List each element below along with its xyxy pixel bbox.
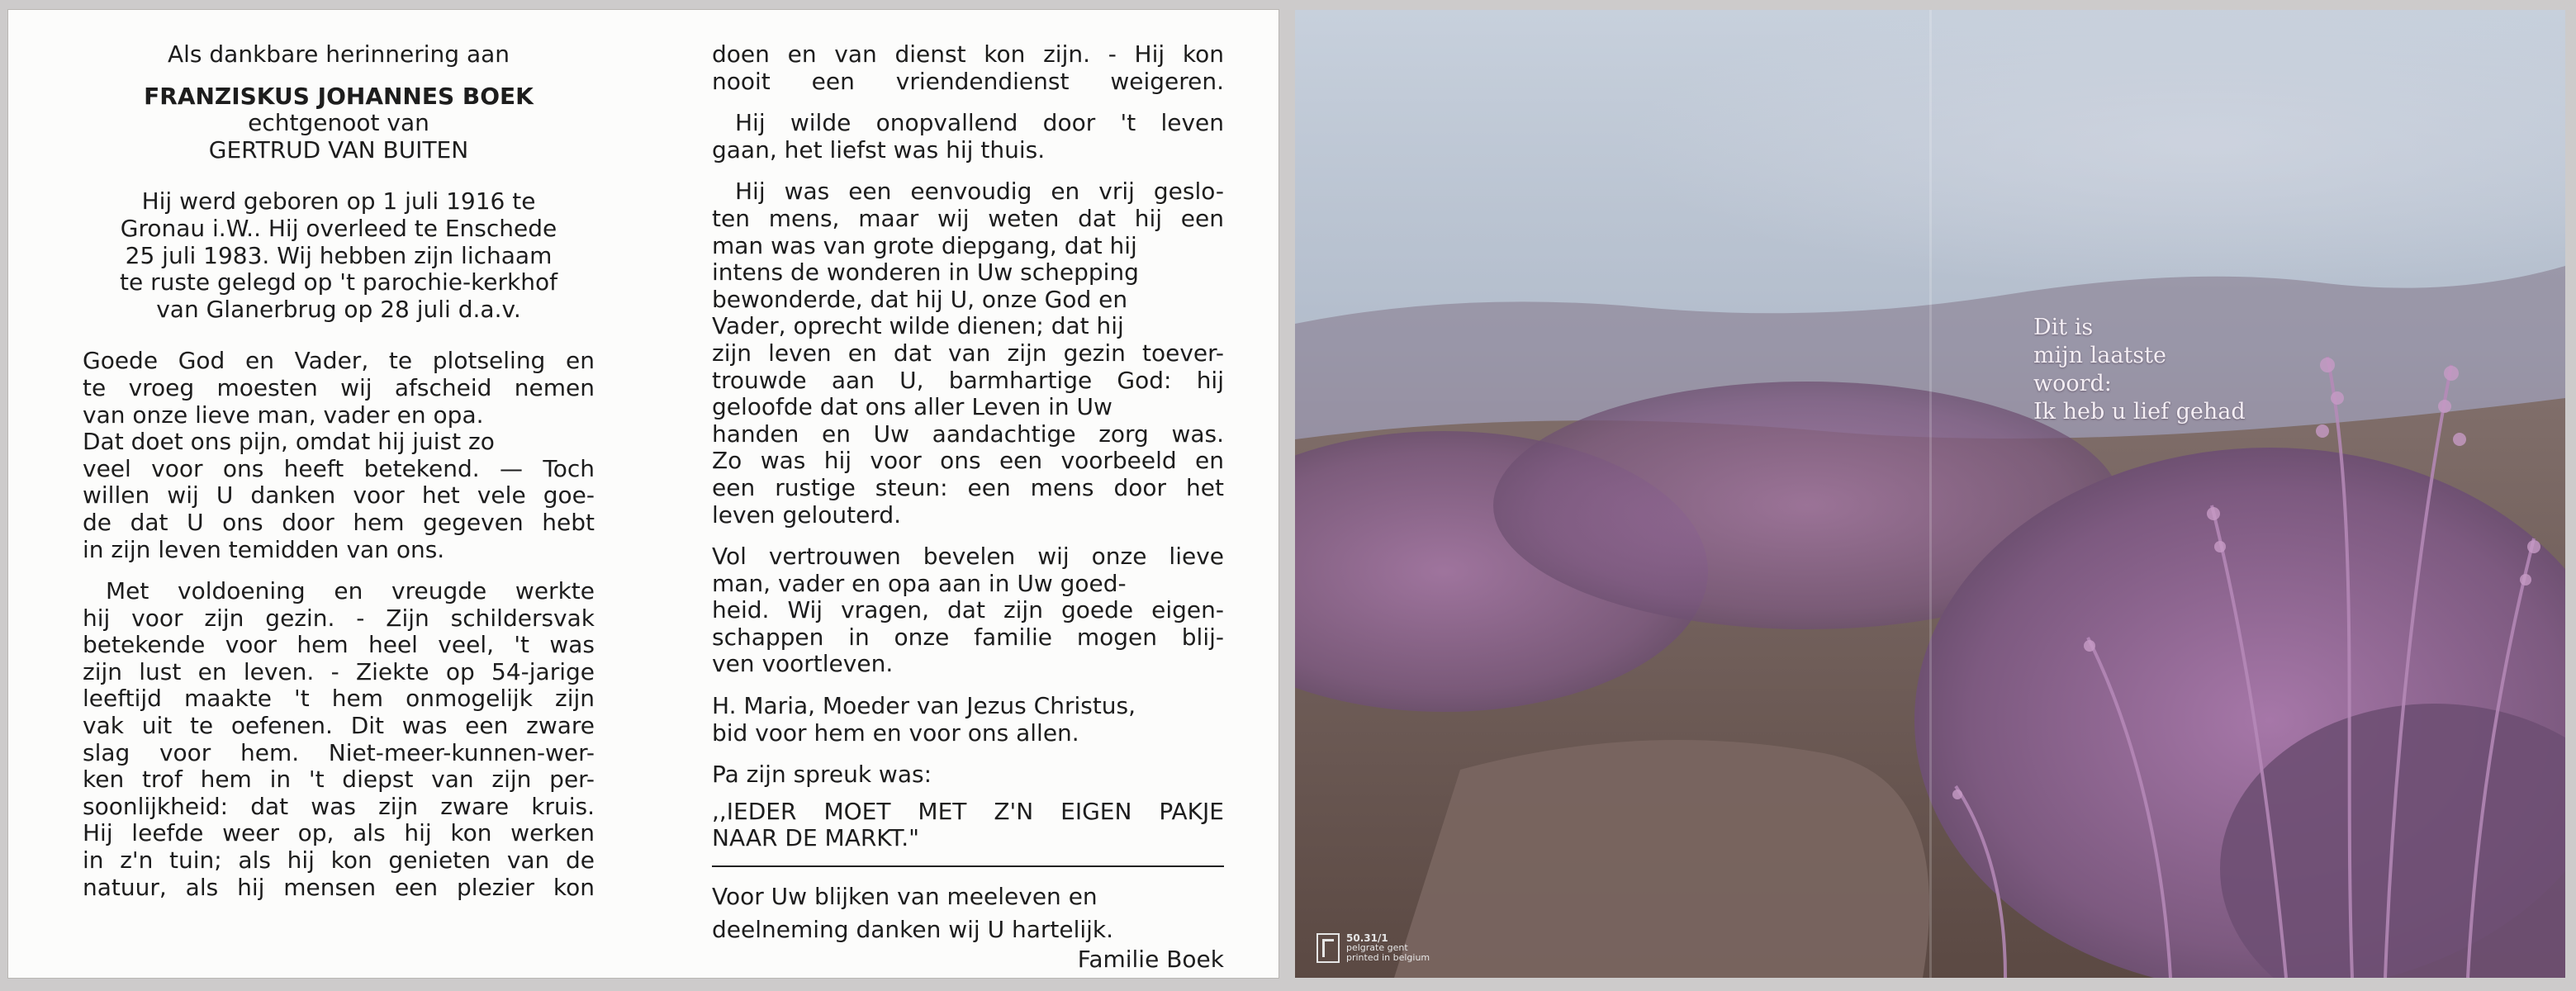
verse-line: mijn laatste: [2033, 343, 2166, 368]
memorial-card-photo-side: [1295, 10, 2565, 978]
text-line: intens de wonderen in Uw schepping: [712, 258, 1139, 287]
text-line: Hij wilde onopvallend door 't leven: [735, 109, 1224, 137]
text-line: schappen in onze familie mogen blij-: [712, 623, 1224, 651]
intro-line: Als dankbare herinnering aan: [167, 40, 510, 68]
text-line: NAAR DE MARKT.": [712, 824, 920, 852]
text-line: man was van grote diepgang, dat hij: [712, 231, 1137, 259]
text-line: Hij werd geboren op 1 juli 1916 te: [141, 187, 536, 216]
text-line: gaan, het liefst was hij thuis.: [712, 135, 1046, 164]
trust-paragraph: [712, 543, 1224, 678]
memorial-card-text-side: [8, 10, 1279, 978]
text-line: Dat doet ons pijn, omdat hij juist zo: [83, 428, 495, 456]
card-code: 50.31/1: [1346, 932, 1388, 944]
text-line: de dat U ons door hem gegeven hebt: [83, 508, 595, 536]
text-line: ,,IEDER MOET MET Z'N EIGEN PAKJE: [712, 797, 1224, 825]
text-line: slag voor hem. Niet-meer-kunnen-wer-: [83, 738, 595, 766]
deceased-name: FRANZISKUS JOHANNES BOEK: [144, 82, 534, 110]
text-line: betekende voor hem heel veel, 't was: [83, 631, 595, 659]
text-column-2: [712, 41, 1224, 974]
text-line: Hij was een eenvoudig en vrij geslo-: [735, 178, 1224, 206]
text-line: een rustige steun: een mens door het: [712, 473, 1224, 501]
family-signature: Familie Boek: [1077, 946, 1224, 974]
sandy-path: [1394, 740, 1929, 978]
text-line: natuur, als hij mensen een plezier kon: [83, 873, 595, 901]
text-line: ten mens, maar wij weten dat hij een: [712, 204, 1224, 232]
text-line: deelneming danken wij U hartelijk.: [712, 916, 1114, 944]
text-line: van Glanerbrug op 28 juli d.a.v.: [156, 295, 521, 323]
text-line: bewonderde, dat hij U, onze God en: [712, 285, 1128, 313]
text-line: Goede God en Vader, te plotseling en: [83, 347, 595, 375]
text-line: te vroeg moesten wij afscheid nemen: [83, 373, 595, 401]
verse-line: woord:: [2033, 371, 2112, 396]
text-line: in z'n tuin; als hij kon genieten van de: [83, 846, 595, 875]
quiet-life-paragraph: [712, 110, 1224, 164]
text-line: Voor Uw blijken van meeleven en: [712, 883, 1098, 911]
text-line: nooit een vriendendienst weigeren.: [712, 67, 1224, 95]
text-line: Gronau i.W.. Hij overleed te Enschede: [120, 214, 557, 242]
text-line: heid. Wij vragen, dat zijn goede eigen-: [712, 596, 1224, 624]
text-line: ven voortleven.: [712, 650, 894, 678]
relation-line: echtgenoot van: [248, 109, 429, 137]
text-line: Vader, oprecht wilde dienen; dat hij: [712, 312, 1124, 340]
saying-intro: Pa zijn spreuk was:: [712, 761, 932, 789]
continuation-paragraph: [712, 41, 1224, 95]
life-paragraph: [83, 578, 595, 901]
text-line: Zo was hij voor ons een voorbeeld en: [712, 447, 1224, 475]
verse-line: Ik heb u lief gehad: [2033, 399, 2246, 424]
text-line: Vol vertrouwen bevelen wij onze lieve: [712, 543, 1224, 571]
text-line: ken trof hem in 't diepst van zijn per-: [83, 766, 595, 794]
card-fold-line: [1929, 10, 1932, 978]
maria-paragraph: [712, 693, 1224, 747]
printed-in: printed in belgium: [1346, 952, 1430, 963]
thanks-paragraph: [712, 880, 1224, 946]
text-line: vak uit te oefenen. Dit was een zware: [83, 712, 595, 740]
faith-paragraph: [712, 178, 1224, 529]
text-line: doen en van dienst kon zijn. - Hij kon: [712, 40, 1224, 68]
text-line: van onze lieve man, vader en opa.: [83, 401, 484, 429]
publisher-text: [1346, 933, 1430, 963]
text-line: zijn leven en dat van zijn gezin toever-: [712, 339, 1224, 367]
text-line: veel voor ons heeft betekend. — Toch: [83, 454, 595, 482]
text-line: trouwde aan U, barmhartige God: hij: [712, 366, 1224, 394]
text-line: Met voldoening en vreugde werkte: [106, 577, 595, 605]
text-line: Hij leefde weer op, als hij kon werken: [83, 819, 595, 847]
text-line: handen en Uw aandachtige zorg was.: [712, 420, 1224, 448]
text-line: bid voor hem en voor ons allen.: [712, 718, 1079, 747]
text-line: zijn lust en leven. - Ziekte op 54-jarige: [83, 657, 595, 685]
spouse-name: GERTRUD VAN BUITEN: [208, 135, 469, 164]
divider-rule: [712, 865, 1224, 867]
text-line: man, vader en opa aan in Uw goed-: [712, 569, 1127, 597]
birth-death-paragraph: [83, 188, 595, 323]
text-line: soonlijkheid: dat was zijn zware kruis.: [83, 792, 595, 820]
publisher-logo-icon: [1316, 933, 1340, 963]
text-line: in zijn leven temidden van ons.: [83, 535, 445, 563]
text-line: willen wij U danken voor het vele goe-: [83, 481, 595, 510]
text-column-1: [83, 41, 595, 901]
text-line: H. Maria, Moeder van Jezus Christus,: [712, 692, 1136, 720]
text-line: leven gelouterd.: [712, 500, 902, 529]
prayer-paragraph: [83, 348, 595, 563]
text-line: 25 juli 1983. Wij hebben zijn lichaam: [125, 241, 553, 269]
text-line: hij voor zijn gezin. - Zijn schildersvak: [83, 604, 595, 632]
intro-block: [83, 41, 595, 164]
publisher-mark: [1316, 933, 1430, 963]
verse-line: Dit is: [2033, 315, 2094, 340]
text-line: te ruste gelegd op 't parochie-kerkhof: [119, 268, 557, 296]
saying-quote: [712, 799, 1224, 852]
publisher-name: pelgrate gent: [1346, 942, 1408, 953]
memorial-verse: [2033, 314, 2246, 426]
text-line: geloofde dat ons aller Leven in Uw: [712, 393, 1112, 421]
text-line: leeftijd maakte 't hem onmogelijk zijn: [83, 685, 595, 713]
